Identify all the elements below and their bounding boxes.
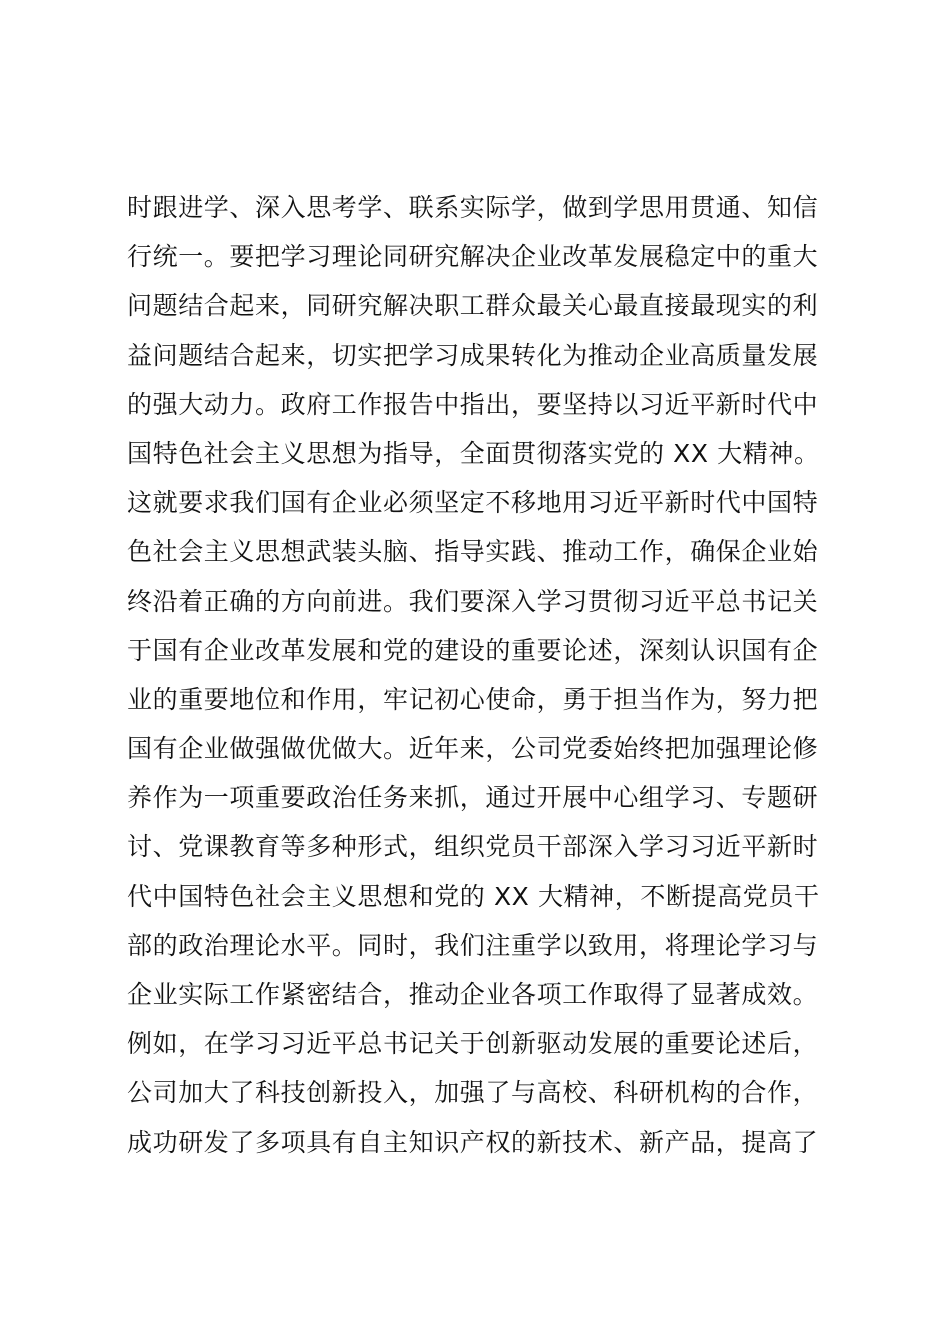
text-line: 代中国特色社会主义思想和党的 XX 大精神，不断提高党员干 [127, 881, 820, 911]
text-line: 的强大动力。政府工作报告中指出，要坚持以习近平新时代中 [127, 389, 819, 419]
text-line: 终沿着正确的方向前进。我们要深入学习贯彻习近平总书记关 [127, 586, 819, 616]
text-line: 部的政治理论水平。同时，我们注重学以致用，将理论学习与 [127, 930, 819, 960]
text-line: 公司加大了科技创新投入，加强了与高校、科研机构的合作， [127, 1078, 819, 1108]
text-line: 企业实际工作紧密结合，推动企业各项工作取得了显著成效。 [127, 980, 819, 1009]
text-line: 讨、党课教育等多种形式，组织党员干部深入学习习近平新时 [127, 832, 819, 862]
text-line: 时跟进学、深入思考学、联系实际学，做到学思用贯通、知信 [127, 193, 819, 222]
text-line: 成功研发了多项具有自主知识产权的新技术、新产品，提高了 [127, 1127, 819, 1157]
text-line: 问题结合起来，同研究解决职工群众最关心最直接最现实的利 [127, 291, 819, 321]
text-line: 行统一。要把学习理论同研究解决企业改革发展稳定中的重大 [127, 242, 819, 272]
text-line: 例如，在学习习近平总书记关于创新驱动发展的重要论述后， [127, 1029, 819, 1059]
text-line: 业的重要地位和作用，牢记初心使命，勇于担当作为，努力把 [127, 684, 819, 714]
text-line: 这就要求我们国有企业必须坚定不移地用习近平新时代中国特 [127, 488, 819, 518]
text-line: 国有企业做强做优做大。近年来，公司党委始终把加强理论修 [127, 734, 819, 764]
text-line: 养作为一项重要政治任务来抓，通过开展中心组学习、专题研 [127, 783, 819, 813]
text-line: 于国有企业改革发展和党的建设的重要论述，深刻认识国有企 [127, 635, 819, 665]
text-line: 益问题结合起来，切实把学习成果转化为推动企业高质量发展 [127, 340, 819, 370]
text-line: 国特色社会主义思想为指导，全面贯彻落实党的 XX 大精神。 [127, 438, 820, 468]
body-paragraph [127, 183, 839, 1167]
text-line: 色社会主义思想武装头脑、指导实践、推动工作，确保企业始 [127, 537, 819, 567]
